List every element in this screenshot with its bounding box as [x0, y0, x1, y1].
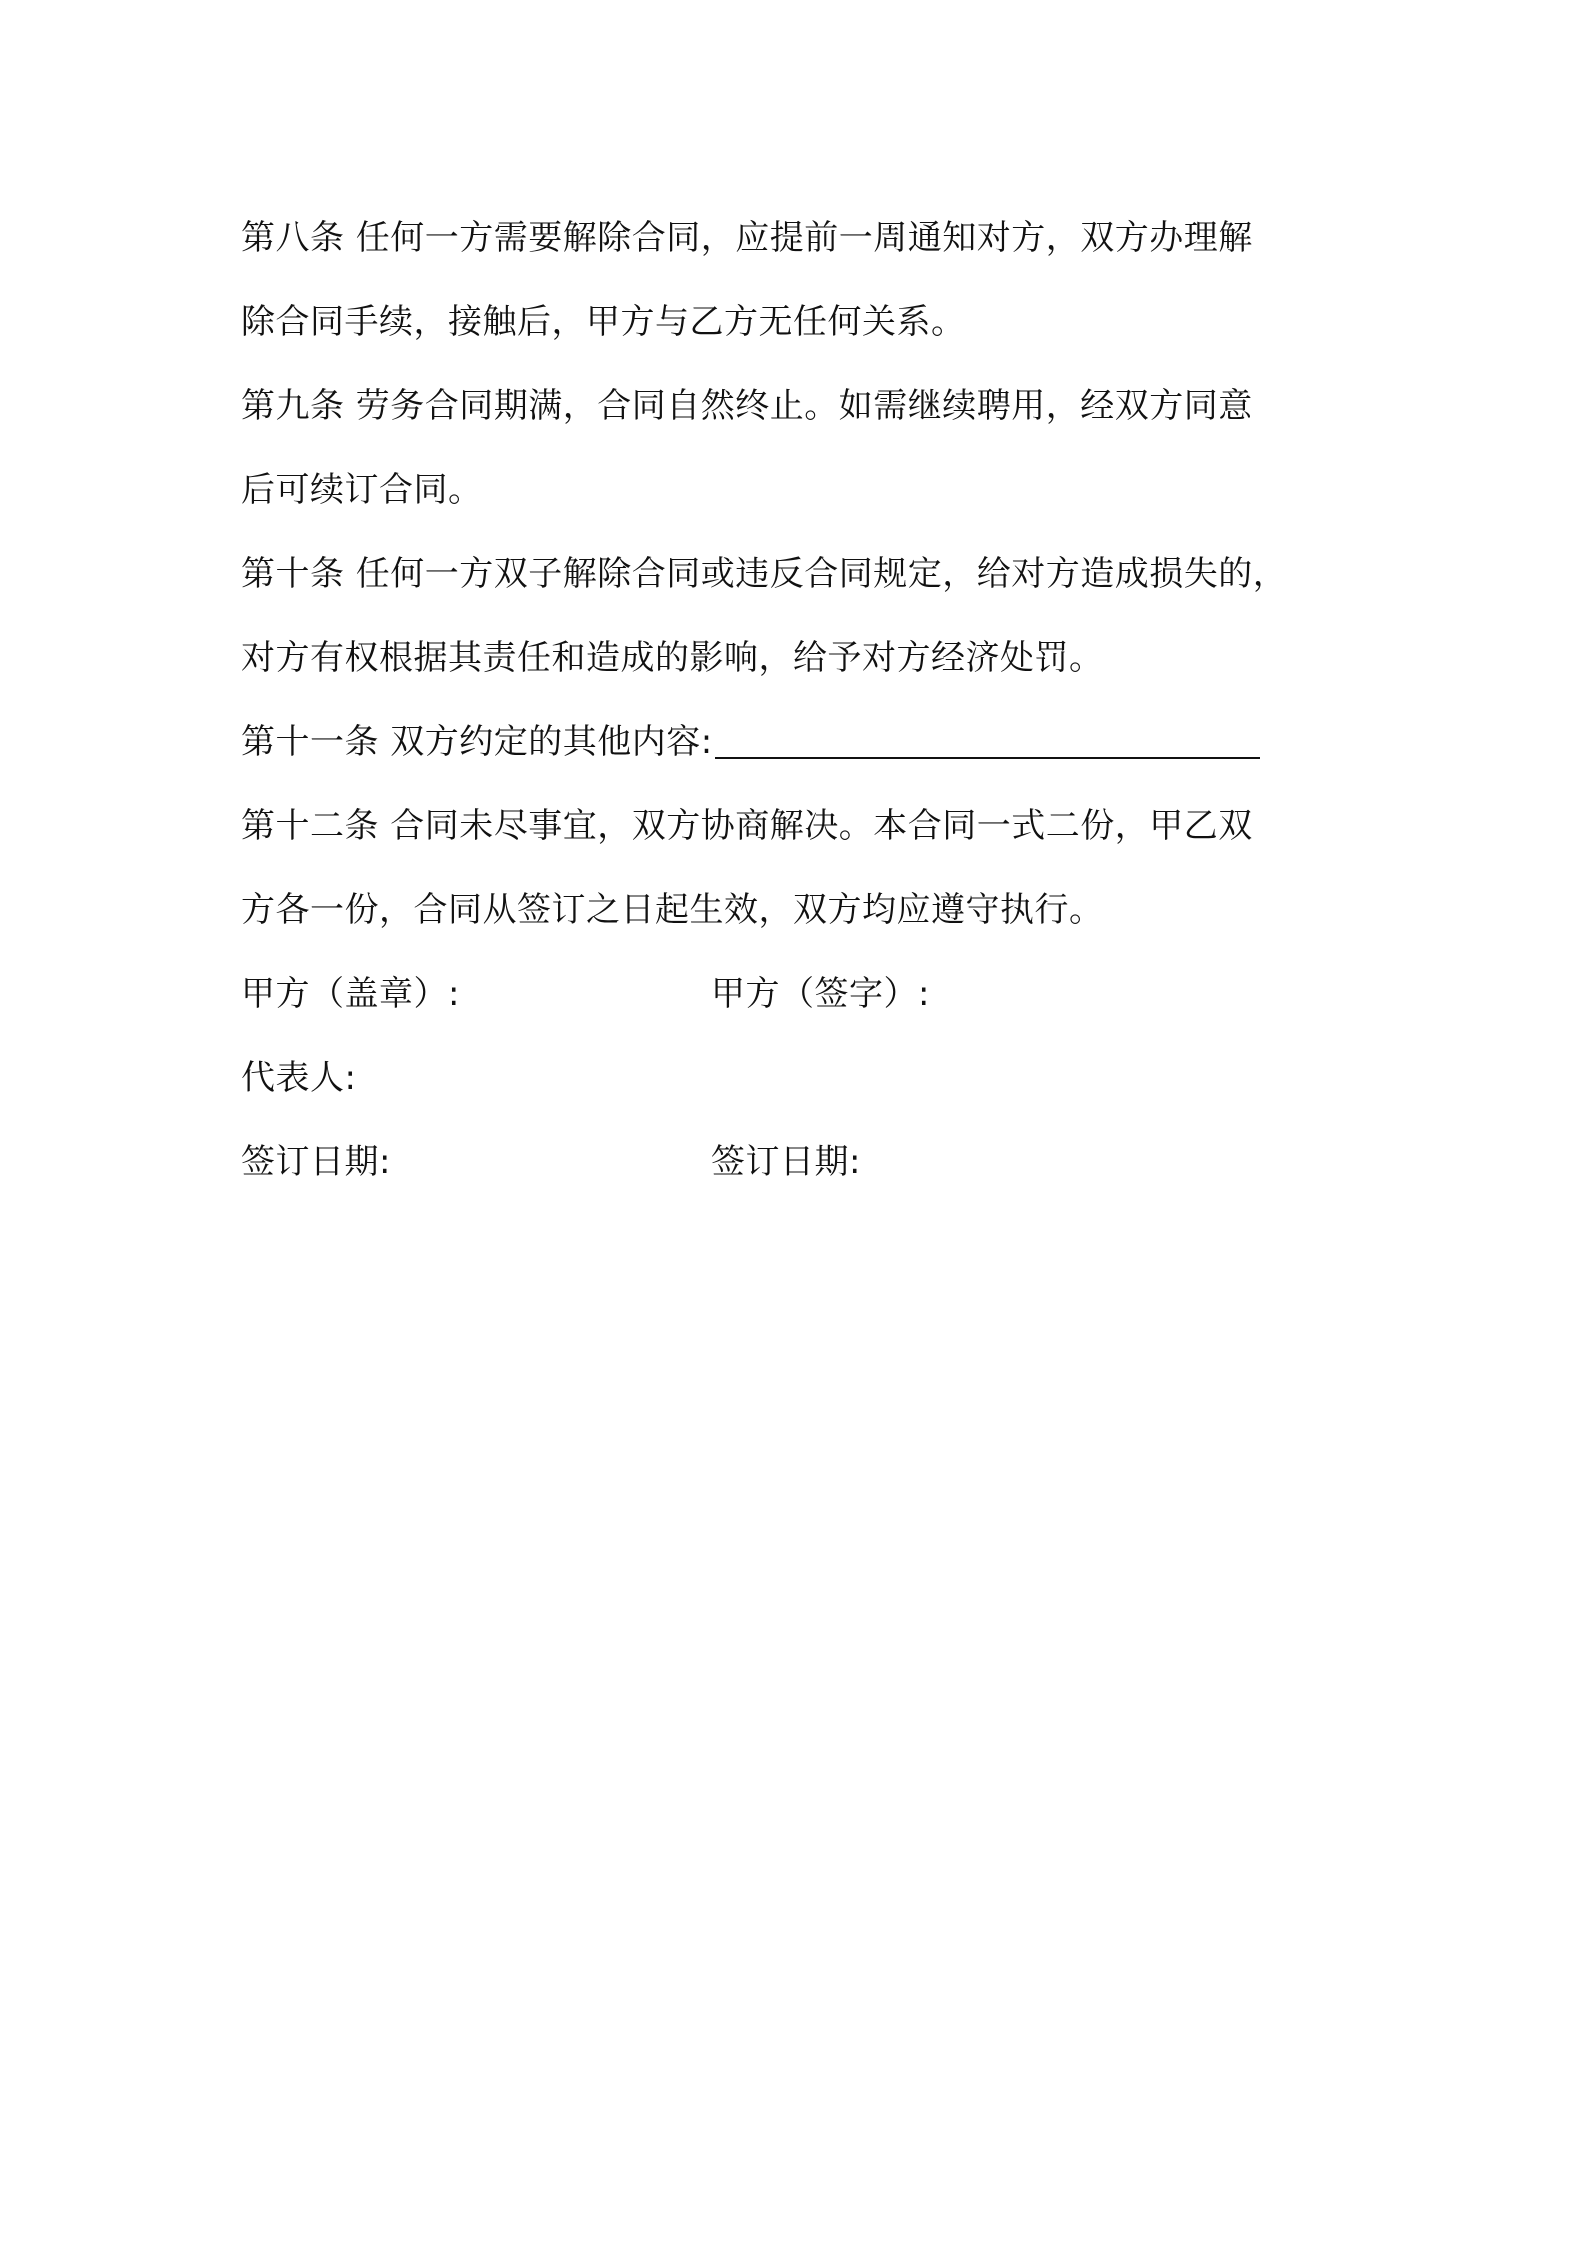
- party-a-seal-label: 甲方（盖章）:: [241, 974, 460, 1014]
- party-a-sign-label: 甲方（签字）:: [711, 974, 930, 1014]
- contract-body: [241, 196, 1366, 1204]
- article-12-line-2: 方各一份，合同从签订之日起生效，双方均应遵守执行。: [241, 890, 1104, 930]
- signature-row-1: [241, 952, 1366, 1036]
- representative-label: 代表人:: [241, 1058, 357, 1098]
- sign-date-left-label: 签订日期:: [241, 1142, 391, 1182]
- article-9-line-1: 第九条 劳务合同期满，合同自然终止。如需继续聘用，经双方同意: [241, 386, 1253, 426]
- article-11-line: [241, 700, 1366, 784]
- article-8-line-2: 除合同手续，接触后，甲方与乙方无任何关系。: [241, 302, 966, 342]
- article-11-text: 第十一条 双方约定的其他内容:: [241, 722, 713, 762]
- article-10-line-2: 对方有权根据其责任和造成的影响，给予对方经济处罚。: [241, 638, 1104, 678]
- article-12-line-1: 第十二条 合同未尽事宜，双方协商解决。本合同一式二份，甲乙双: [241, 806, 1253, 846]
- signature-row-3: [241, 1120, 1366, 1204]
- article-8-line-1: 第八条 任何一方需要解除合同，应提前一周通知对方，双方办理解: [241, 218, 1253, 258]
- sign-date-right-label: 签订日期:: [711, 1142, 861, 1182]
- signature-row-2: [241, 1036, 1366, 1120]
- other-terms-blank[interactable]: [715, 717, 1260, 759]
- article-9-line-2: 后可续订合同。: [241, 470, 483, 510]
- article-10-line-1: 第十条 任何一方双子解除合同或违反合同规定，给对方造成损失的，: [241, 554, 1288, 594]
